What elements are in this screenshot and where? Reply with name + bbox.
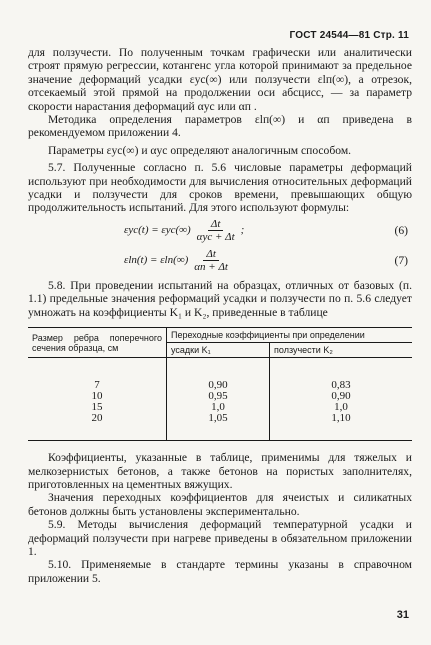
page-header: ГОСТ 24544—81 Стр. 11	[289, 30, 409, 41]
formula-fraction	[194, 218, 238, 243]
table-header-k2: ползучести K₂	[270, 343, 412, 358]
table-cell: 15	[28, 402, 167, 413]
table-cell: 7	[28, 358, 167, 392]
table-cell: 0,95	[167, 391, 270, 402]
formula-fraction	[191, 248, 231, 273]
table-header-size: Размер ребра поперечного сечения образца, см	[28, 328, 167, 358]
paragraph: 5.9. Методы вычисления деформаций температурной усадки и деформаций ползучести при нагреве приведены в обязательном приложении 1.	[28, 518, 412, 558]
table-header-group: Переходные коэффициенты при определении	[167, 328, 413, 343]
table-cell: 1,05	[167, 413, 270, 441]
paragraph: Значения переходных коэффициентов для ячеистых и силикатных бетонов должны быть установлены экспериментально.	[28, 491, 412, 518]
document-body	[28, 46, 412, 585]
paragraph: 5.8. При проведении испытаний на образцах, отличных от базовых (п. 1.1) предельные значения реформаций усадки и ползучести по п. 5.6 следует умножать на коэффициенты K₁ и K₂, приведенные в таблице	[28, 278, 412, 319]
table-cell: 20	[28, 413, 167, 441]
formula-7	[28, 247, 412, 275]
table-cell: 0,90	[167, 358, 270, 392]
table-cell: 0,90	[331, 390, 351, 403]
table-row	[28, 413, 412, 441]
paragraph: Коэффициенты, указанные в таблице, применимы для тяжелых и мелкозернистых бетонов, а также бетонов на пористых заполнителях, приготовленных на цементных вяжущих.	[28, 451, 412, 491]
paragraph: Методика определения параметров εlп(∞) и αп приведена в рекомендуемом приложении 4.	[28, 113, 412, 140]
table-cell: 1,10	[270, 413, 412, 441]
fraction-denominator: αп + Δt	[194, 261, 228, 274]
page-number: 31	[396, 609, 409, 621]
table-cell: 1,0	[334, 401, 348, 414]
coefficients-table	[28, 327, 412, 441]
table-header-k1: усадки K₁	[167, 343, 270, 358]
formula-6	[28, 217, 412, 245]
paragraph: Параметры εус(∞) и αус определяют аналогичным способом.	[48, 143, 352, 157]
equation-number: (6)	[394, 224, 408, 238]
formula-lhs: εlп(t) = εlп(∞)	[124, 254, 189, 267]
formula-lhs: εус(t) = εус(∞)	[124, 224, 191, 237]
paragraph: 5.10. Применяемые в стандарте термины указаны в справочном приложении 5.	[28, 558, 412, 585]
fraction-denominator: αус + Δt	[196, 231, 235, 244]
paragraph: для ползучести. По полученным точкам графически или аналитически строят прямую регрессии, котангенс угла которой принимают за предельное значение деформаций усадки εус(∞) или ползучести εlп(∞), а отрезок, отсекаемый этой прямой на продолжении оси абсцисс, — за параметр скорости нарастания деформаций αус или αп .	[28, 46, 412, 113]
formula-tail: ;	[240, 224, 245, 237]
equation-number: (7)	[394, 254, 408, 268]
fraction-numerator: Δt	[208, 218, 224, 231]
fraction-numerator: Δt	[203, 248, 219, 261]
table-cell: 10	[28, 391, 167, 402]
paragraph: 5.7. Полученные согласно п. 5.6 числовые параметры деформаций используют при необходимости для вычисления относительных деформаций усадки и ползучести для сроков времени, превышающих общую продолжительность испытаний. Для этого используют формулы:	[28, 161, 412, 215]
table-cell: 0,83	[331, 379, 351, 392]
table-cell: 1,0	[167, 402, 270, 413]
table-row	[28, 358, 412, 392]
